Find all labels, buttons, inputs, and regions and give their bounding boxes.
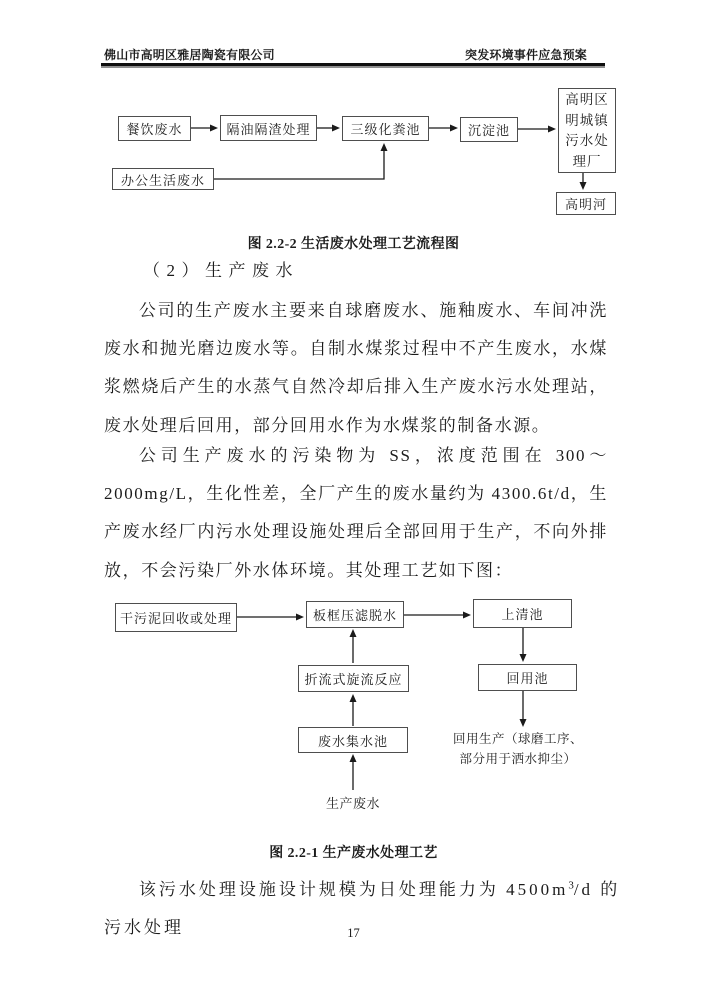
arrow-septic-to-sedimentation — [429, 125, 458, 132]
arrow-oil-to-septic — [317, 125, 340, 132]
node-reuse-tank — [478, 664, 577, 691]
node-baffled-cyclone-reactor — [298, 665, 409, 692]
label-reuse-production-note-line2: 部分用于洒水抑尘） — [459, 751, 577, 766]
section-heading-production-wastewater: （2）生产废水 — [143, 261, 299, 280]
arrow-office-to-septic — [214, 143, 388, 179]
node-septic-tank — [342, 116, 429, 141]
node-dry-sludge-recycle-label: 干污泥回收或处理 — [119, 611, 232, 626]
figure-caption-production-wastewater: 图 2.2-1 生产废水处理工艺 — [269, 846, 438, 861]
header-document-title: 突发环境事件应急预案 — [465, 48, 588, 62]
capacity-text-prefix: 该污水处理设施设计规模为日处理能力为 4500m — [138, 880, 569, 899]
label-reuse-production-note-line1: 回用生产（球磨工序、 — [453, 732, 584, 746]
node-sewage-plant — [558, 88, 616, 173]
capacity-text-suffix: /d 的污水处理 — [104, 880, 621, 938]
node-oil-residue-treatment-label: 隔油隔渣处理 — [226, 121, 311, 137]
node-supernatant-tank — [473, 599, 572, 628]
page-number: 17 — [347, 926, 360, 940]
node-filter-press-label: 板框压滤脱水 — [312, 608, 397, 623]
node-gaoming-river — [556, 192, 616, 215]
node-sedimentation-tank-label: 沉淀池 — [467, 123, 510, 138]
node-sewage-plant-label: 高明区明城镇污水处理厂 — [565, 92, 609, 169]
node-oil-residue-treatment — [220, 115, 317, 141]
node-septic-tank-label: 三级化粪池 — [350, 122, 421, 137]
node-reuse-tank-label: 回用池 — [506, 671, 549, 686]
node-gaoming-river-label: 高明河 — [564, 197, 607, 212]
arrow-sedimentation-to-plant — [518, 126, 556, 133]
label-production-wastewater-inflow: 生产废水 — [325, 796, 380, 811]
header-rule-thin — [101, 66, 605, 68]
node-supernatant-tank-label: 上清池 — [501, 607, 544, 622]
arrow-canteen-to-oil — [191, 125, 218, 132]
node-collection-tank-label: 废水集水池 — [317, 733, 388, 749]
header-company-name: 佛山市高明区雅居陶瓷有限公司 — [104, 48, 275, 62]
arrow-inflow-to-collection — [350, 754, 357, 790]
paragraph-production-sources: 公司的生产废水主要来自球磨废水、施釉废水、车间冲洗废水和抛光磨边废水等。自制水煤浆过程中不产生废水，水煤浆燃烧后产生的水蒸气自然冷却后排入生产废水污水处理站，废水处理后回用，部分回用水作为水煤浆的制备水源。 — [104, 301, 608, 435]
paragraph-pollutant-description: 公司生产废水的污染物为 SS，浓度范围在 300～2000mg/L，生化性差，全厂产生的废水量约为 4300.6t/d，生产废水经厂内污水处理设施处理后全部回用于生产，不向外排放，不会污染厂外水体环境。其处理工艺如下图： — [104, 446, 608, 580]
node-dry-sludge-recycle — [115, 603, 237, 632]
node-sedimentation-tank — [460, 117, 518, 142]
node-office-wastewater-label: 办公生活废水 — [120, 172, 205, 188]
capacity-superscript: 3 — [568, 879, 574, 892]
label-reuse-production-note — [453, 730, 583, 769]
arrow-sludge-to-press — [237, 614, 304, 621]
node-canteen-wastewater — [118, 116, 191, 141]
arrow-baffle-to-press — [350, 629, 357, 663]
arrow-collection-to-baffle — [350, 694, 357, 726]
node-canteen-wastewater-label: 餐饮废水 — [126, 122, 183, 137]
node-office-wastewater — [112, 168, 214, 190]
node-filter-press — [306, 601, 404, 628]
arrow-press-to-supernatant — [404, 612, 471, 619]
arrow-plant-to-river — [580, 173, 587, 190]
figure-caption-life-wastewater: 图 2.2-2 生活废水处理工艺流程图 — [247, 237, 460, 252]
arrow-supernatant-to-reuse — [520, 628, 527, 662]
arrow-reuse-to-production — [520, 691, 527, 727]
node-collection-tank — [298, 727, 408, 753]
node-baffled-cyclone-reactor-label: 折流式旋流反应 — [304, 672, 403, 687]
